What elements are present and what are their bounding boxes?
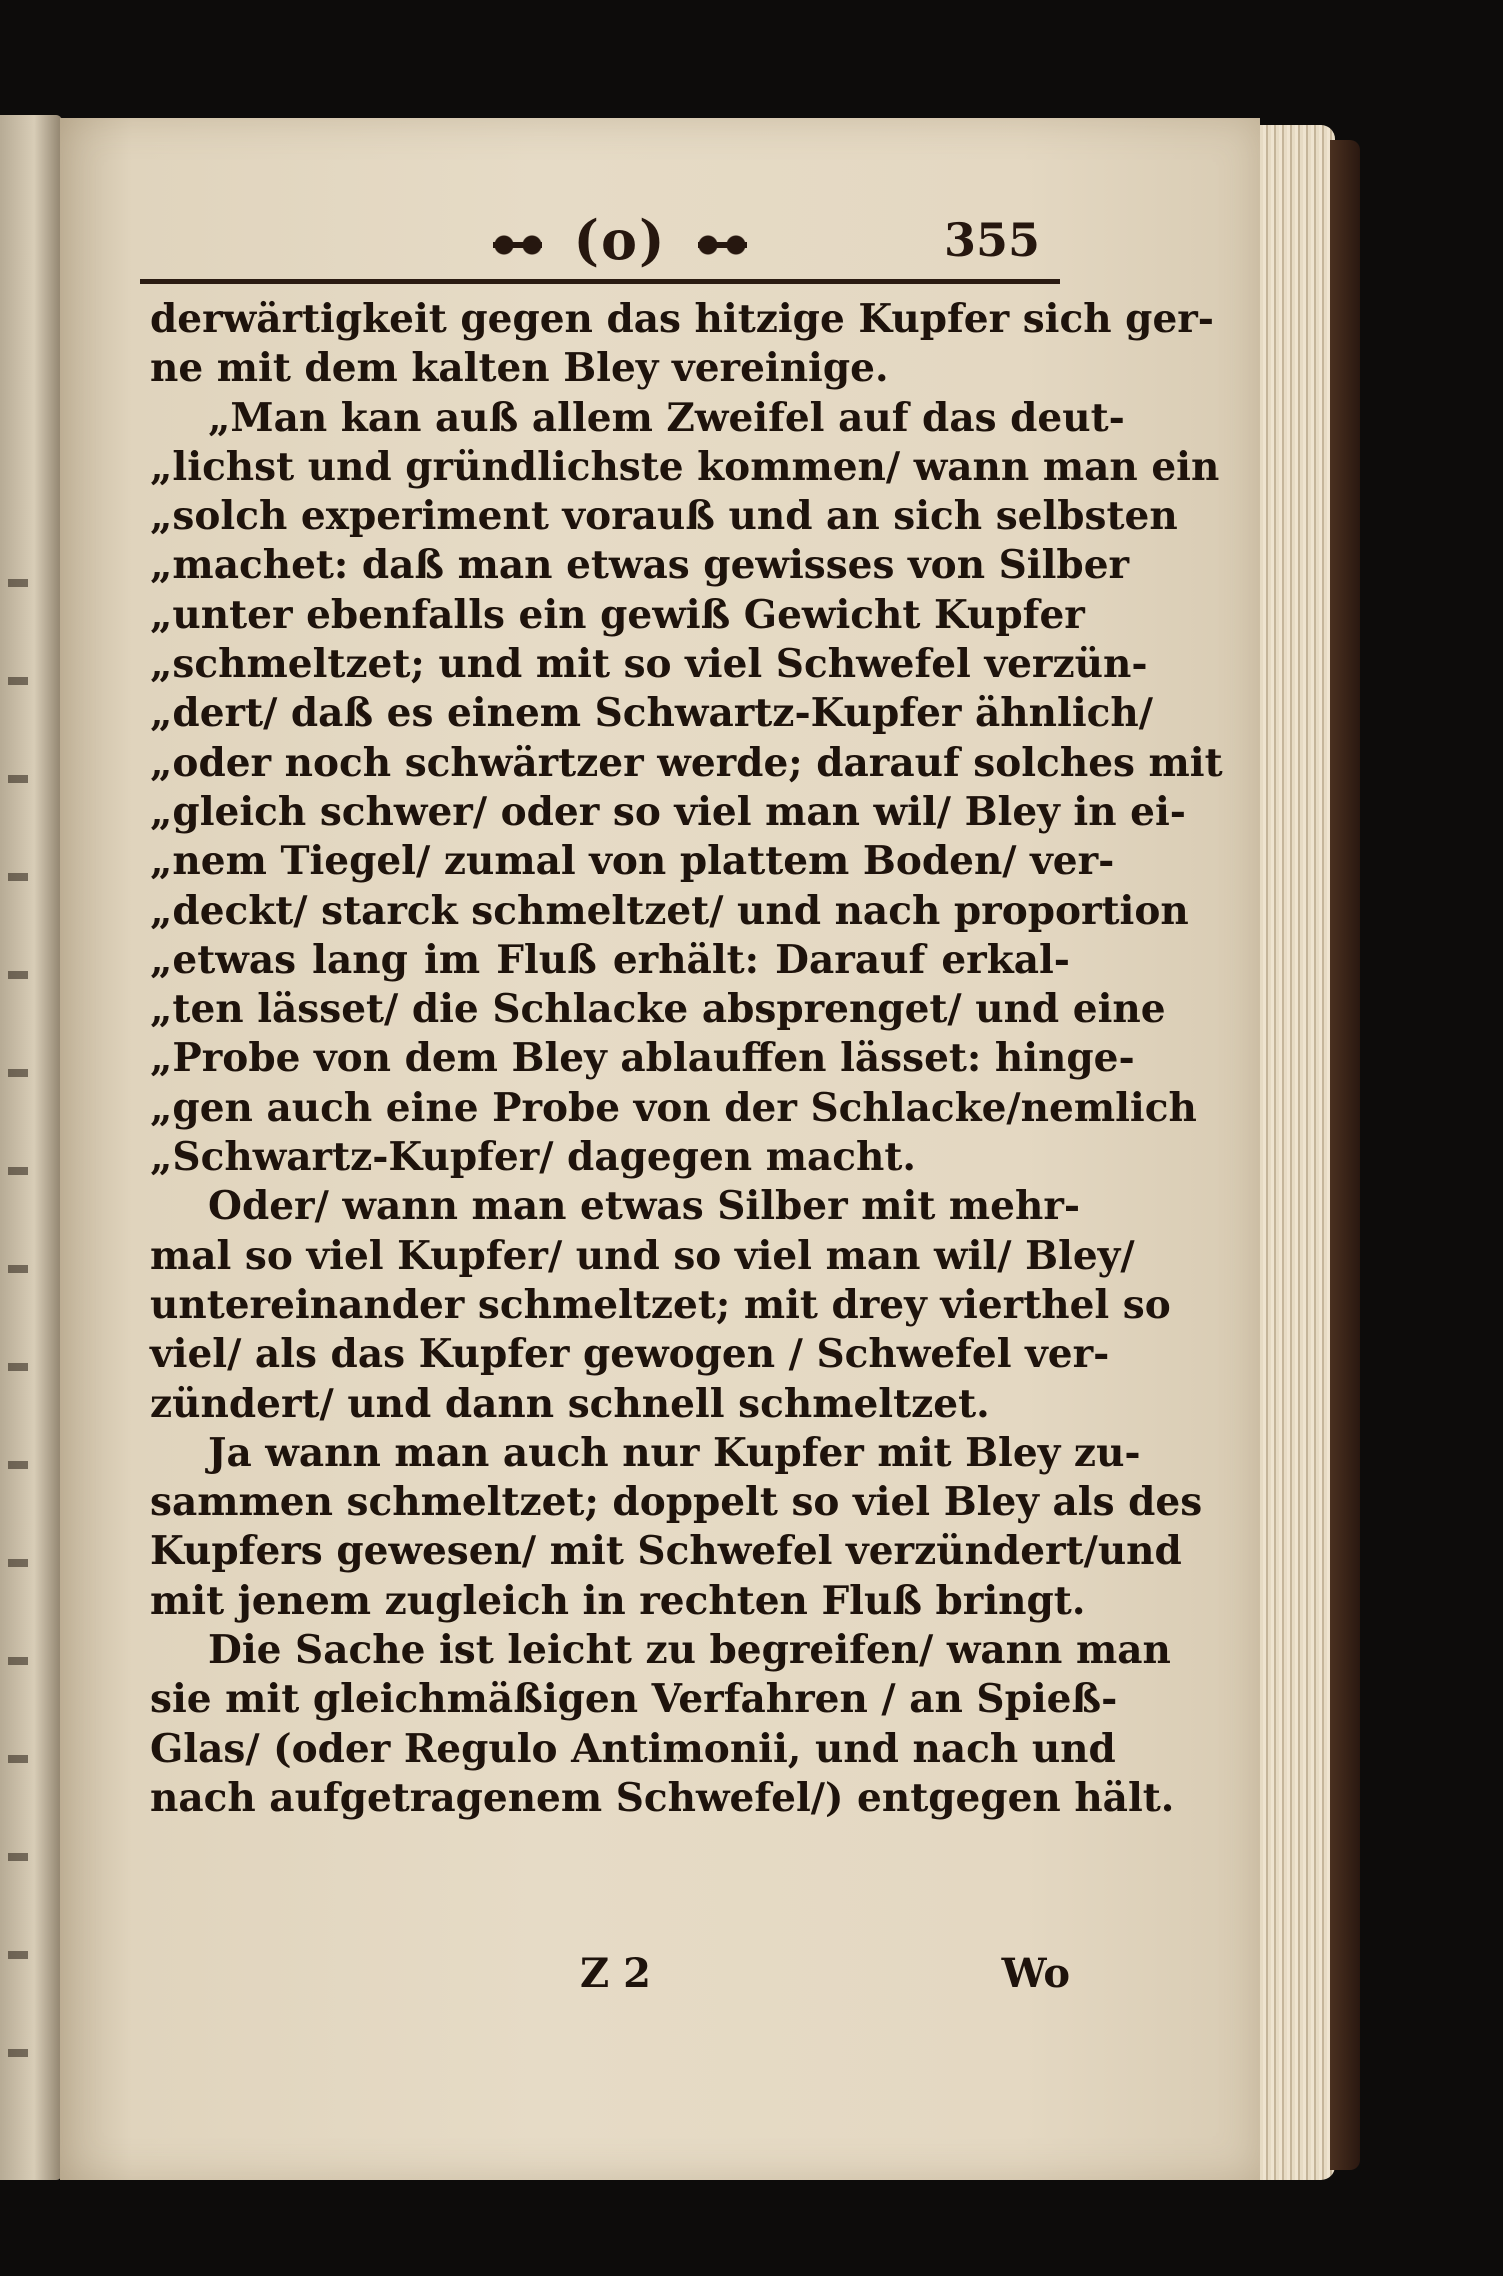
text-line: Ja wann man auch nur Kupfer mit Bley zu- (208, 1429, 1141, 1476)
text-line: „schmeltzet; und mit so viel Schwefel verzün- (150, 641, 1148, 688)
text-line: „gleich schwer/ oder so viel man wil/ Bley in ei- (150, 788, 1186, 835)
header-ornament (470, 205, 770, 275)
text-line: sammen schmeltzet; doppelt so viel Bley als des (150, 1479, 1203, 1526)
page-block-edge (1255, 125, 1335, 2180)
previous-page-text-fragments (8, 535, 28, 2085)
text-line: „lichst und gründlichste kommen/ wann man ein (150, 443, 1220, 490)
text-line: „unter ebenfalls ein gewiß Gewicht Kupfer (150, 591, 1085, 638)
ornament-left-flourish-icon (483, 226, 553, 264)
text-line: untereinander schmeltzet; mit drey vierthel so (150, 1281, 1171, 1328)
catchword: Wo (1001, 1950, 1070, 1997)
text-line: mal so viel Kupfer/ und so viel man wil/ Bley/ (150, 1232, 1135, 1279)
text-line: viel/ als das Kupfer gewogen / Schwefel ver- (150, 1331, 1110, 1378)
text-line: „Man kan auß allem Zweifel auf das deut- (208, 394, 1125, 441)
text-line: derwärtigkeit gegen das hitzige Kupfer sich ger- (150, 296, 1214, 342)
page-footer (150, 1950, 1070, 2010)
text-line: zündert/ und dann schnell schmeltzet. (150, 1380, 990, 1427)
text-line: „ten lässet/ die Schlacke absprenget/ und eine (150, 986, 1166, 1033)
previous-page-edge (0, 115, 62, 2180)
text-line: „Probe von dem Bley ablauffen lässet: hinge- (150, 1035, 1135, 1082)
text-line: „machet: daß man etwas gewisses von Silber (150, 542, 1130, 589)
text-line: sie mit gleichmäßigen Verfahren / an Spieß- (150, 1676, 1118, 1723)
text-line: „deckt/ starck schmeltzet/ und nach proportion (150, 887, 1189, 934)
text-line: „solch experiment vorauß und an sich selbsten (150, 493, 1178, 540)
header-rule (140, 279, 1060, 284)
ornament-center: (o) (573, 208, 667, 272)
body-text (150, 295, 1223, 1955)
text-line: nach aufgetragenem Schwefel/) entgegen hält. (150, 1774, 1175, 1821)
book-cover-edge (1330, 140, 1360, 2170)
text-line: „oder noch schwärtzer werde; darauf solches mit (150, 739, 1223, 786)
text-line: ne mit dem kalten Bley vereinige. (150, 345, 889, 392)
page-number: 355 (943, 213, 1040, 267)
running-header (140, 205, 1060, 295)
text-line: Kupfers gewesen/ mit Schwefel verzündert/und (150, 1528, 1182, 1575)
text-line: mit jenem zugleich in rechten Fluß bringt. (150, 1577, 1086, 1624)
text-line: Glas/ (oder Regulo Antimonii, und nach und (150, 1725, 1116, 1772)
text-line: Die Sache ist leicht zu begreifen/ wann man (208, 1627, 1171, 1674)
text-line: „dert/ daß es einem Schwartz-Kupfer ähnlich/ (150, 690, 1153, 737)
text-line: „etwas lang im Fluß erhält: Darauf erkal- (150, 936, 1070, 983)
ornament-right-flourish-icon (687, 226, 757, 264)
text-line: „gen auch eine Probe von der Schlacke/nemlich (150, 1084, 1197, 1131)
signature-mark: Z 2 (580, 1950, 651, 1997)
text-line: „nem Tiegel/ zumal von plattem Boden/ ver- (150, 838, 1115, 885)
text-line: Oder/ wann man etwas Silber mit mehr- (208, 1183, 1081, 1230)
text-line: „Schwartz-Kupfer/ dagegen macht. (150, 1134, 916, 1181)
